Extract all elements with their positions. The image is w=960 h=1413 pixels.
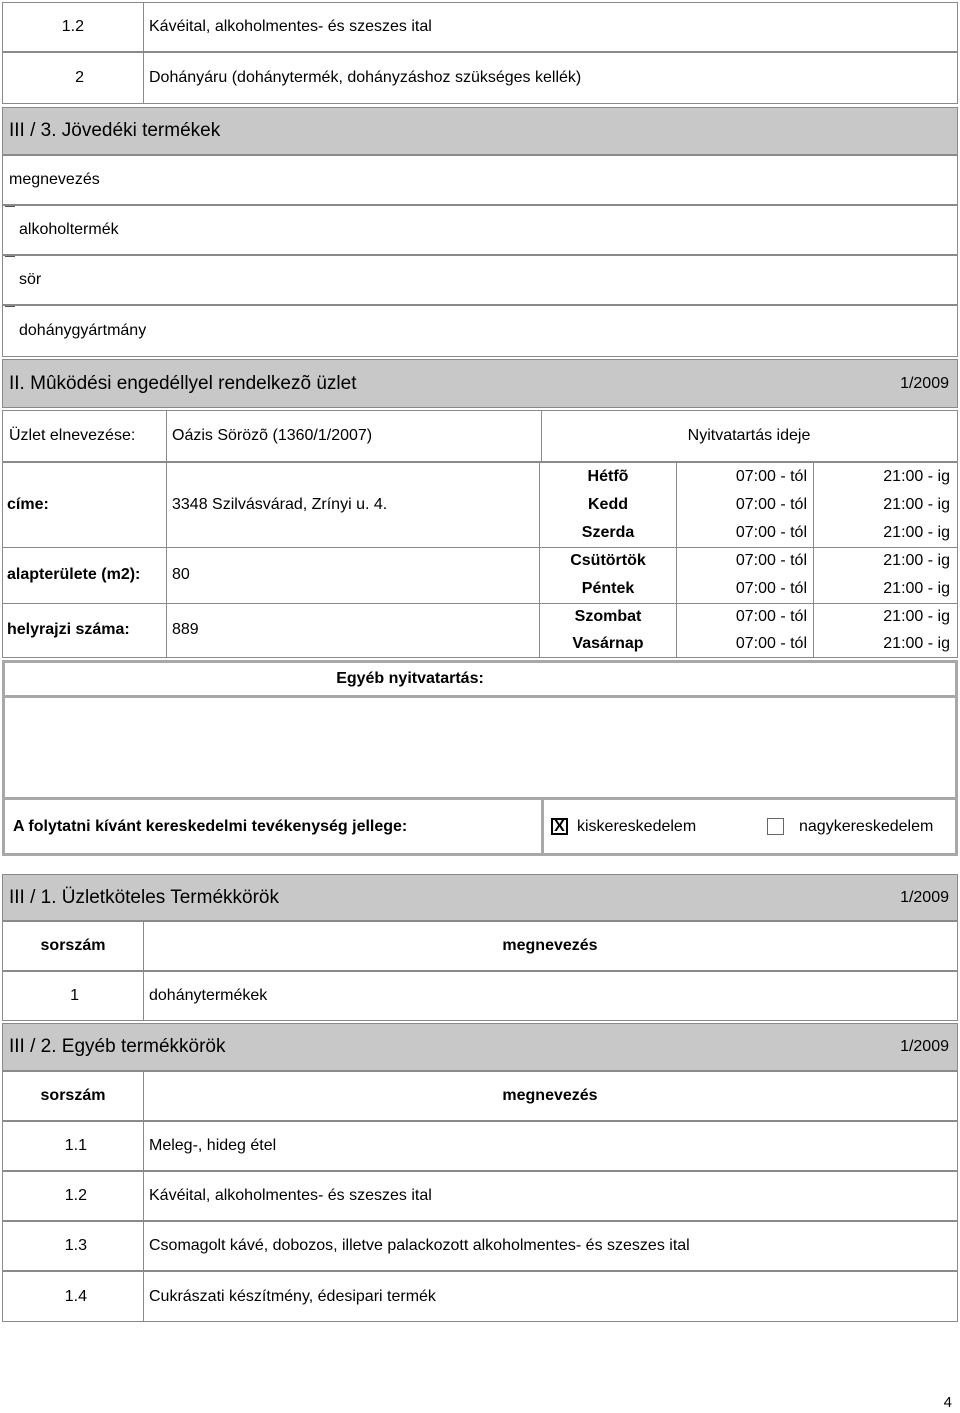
open-to: 21:00 - ig [883, 496, 950, 513]
item-number: 1 [70, 987, 79, 1004]
table-row [2, 2, 958, 52]
day-label: Csütörtök [570, 552, 646, 569]
open-from: 07:00 - tól [735, 496, 807, 513]
open-from: 07:00 - tól [735, 635, 807, 652]
open-to: 21:00 - ig [883, 552, 950, 569]
table-row [2, 1221, 958, 1271]
excise-item: alkoholtermék [19, 221, 119, 238]
wholesale-option[interactable] [767, 800, 933, 853]
table-row [2, 1121, 958, 1171]
reference-number: 1/2009 [900, 888, 949, 906]
section-title: III / 2. Egyéb termékkörök [9, 1036, 226, 1057]
item-number: 1.1 [64, 1137, 87, 1154]
list-item [2, 255, 958, 305]
day-label: Vasárnap [572, 635, 644, 652]
section-header-shop [2, 359, 958, 408]
hours-title: Nyitvatartás ideje [687, 427, 811, 444]
shop-details [2, 462, 540, 658]
day-label: Szombat [574, 608, 642, 625]
item-number: 1.4 [64, 1287, 87, 1305]
excise-item: sör [19, 271, 42, 288]
open-from: 07:00 - tól [735, 468, 807, 485]
open-to: 21:00 - ig [883, 524, 950, 541]
reference-number: 1/2009 [900, 1038, 949, 1055]
table-row [2, 52, 958, 104]
item-name: Dohányáru (dohánytermék, dohányzáshoz szükséges kellék) [149, 69, 582, 86]
open-from: 07:00 - tól [735, 580, 807, 597]
item-name: Kávéital, alkoholmentes- és szeszes ital [149, 1187, 432, 1204]
column-header-row [2, 155, 958, 205]
open-to: 21:00 - ig [883, 635, 950, 652]
item-name: Cukrászati készítmény, édesipari termék [149, 1287, 436, 1305]
item-number: 1.2 [64, 1187, 87, 1204]
wholesale-checkbox[interactable] [767, 818, 784, 835]
open-to: 21:00 - ig [883, 468, 950, 485]
section-header-excise [2, 107, 958, 155]
shop-name-label: Üzlet elnevezése: [9, 427, 136, 444]
day-label: Szerda [581, 524, 635, 541]
activity-label: A folytatni kívánt kereskedelmi tevékenység jellege: [13, 817, 408, 835]
column-header-row [2, 1071, 958, 1121]
open-to: 21:00 - ig [883, 580, 950, 597]
plot-value: 889 [172, 621, 199, 638]
table-row [2, 1171, 958, 1221]
day-label: Hétfõ [587, 468, 629, 485]
item-number: 1.3 [64, 1237, 87, 1254]
open-from: 07:00 - tól [735, 608, 807, 625]
column-header-name: megnevezés [9, 171, 100, 188]
section-header-other-products [2, 1023, 958, 1071]
column-header-row [2, 921, 958, 971]
open-to: 21:00 - ig [883, 608, 950, 625]
open-from: 07:00 - tól [735, 524, 807, 541]
list-item [2, 205, 958, 255]
column-header-name: megnevezés [502, 937, 598, 954]
wholesale-label: nagykereskedelem [799, 817, 934, 835]
column-header-number: sorszám [40, 1087, 106, 1104]
address-label: címe: [7, 496, 49, 513]
other-hours-value [2, 698, 958, 800]
opening-hours-table [540, 462, 958, 658]
shop-name-row [2, 410, 958, 462]
activity-row [2, 800, 958, 856]
item-name: Meleg-, hideg étel [149, 1137, 277, 1154]
retail-option[interactable] [551, 800, 696, 853]
plot-label: helyrajzi száma: [7, 621, 130, 638]
shop-name-value: Oázis Sörözõ (1360/1/2007) [172, 427, 373, 444]
item-name: dohánytermékek [149, 987, 268, 1004]
section-header-license-products [2, 874, 958, 921]
day-label: Kedd [588, 496, 628, 513]
column-header-number: sorszám [40, 937, 106, 954]
area-value: 80 [172, 566, 190, 583]
section-title: III / 3. Jövedéki termékek [9, 120, 221, 141]
open-from: 07:00 - tól [735, 552, 807, 569]
table-row [2, 1271, 958, 1322]
table-row [2, 971, 958, 1021]
area-label: alapterülete (m2): [7, 566, 141, 583]
section-title: III / 1. Üzletköteles Termékkörök [9, 886, 279, 908]
page-number: 4 [943, 1394, 952, 1411]
section-title: II. Mûködési engedéllyel rendelkezõ üzlet [9, 372, 357, 394]
item-number: 1.2 [61, 18, 84, 35]
list-item [2, 305, 958, 357]
item-name: Kávéital, alkoholmentes- és szeszes ital [149, 18, 432, 35]
day-label: Péntek [581, 580, 635, 597]
item-number: 2 [75, 69, 84, 86]
retail-label: kiskereskedelem [577, 817, 697, 835]
retail-checkbox[interactable]: X [551, 818, 568, 835]
other-hours-label: Egyéb nyitvatartás: [2, 660, 958, 698]
column-header-name: megnevezés [502, 1087, 598, 1104]
address-value: 3348 Szilvásvárad, Zrínyi u. 4. [172, 496, 388, 513]
excise-item: dohánygyártmány [19, 322, 147, 339]
reference-number: 1/2009 [900, 374, 949, 392]
item-name: Csomagolt kávé, dobozos, illetve palackozott alkoholmentes- és szeszes ital [149, 1237, 690, 1254]
